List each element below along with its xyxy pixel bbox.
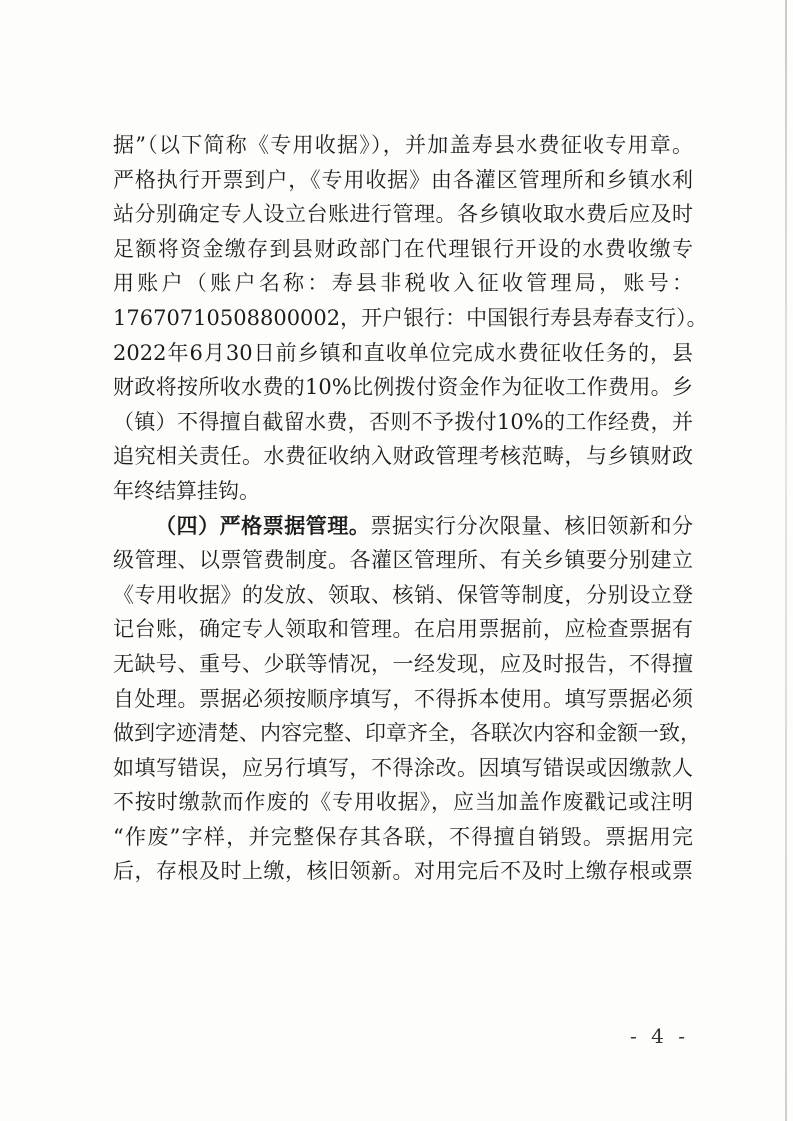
paragraph-line: 足额将资金缴存到县财政部门在代理银行开设的水费收缴专 (113, 236, 693, 261)
paragraph-line: 不按时缴款而作废的《专用收据》，应当加盖作废戳记或注明 (113, 790, 693, 815)
body-text (113, 128, 708, 889)
paragraph-line: 据”（以下简称《专用收据》），并加盖寿县水费征收专用章。 (113, 133, 693, 157)
paragraph-line: 做到字迹清楚、内容完整、印章齐全，各联次内容和金额一致， (113, 721, 701, 746)
paragraph-line: 记台账，确定专人领取和管理。在启用票据前，应检查票据有 (113, 617, 693, 642)
section-heading: （四）严格票据管理。 (155, 512, 371, 538)
paragraph-line: （镇）不得擅自截留水费，否则不予拨付10%的工作经费，并 (113, 409, 693, 434)
paragraph-line: 自处理。票据必须按顺序填写，不得拆本使用。填写票据必须 (113, 686, 693, 711)
paragraph-line: 《专用收据》的发放、领取、核销、保管等制度，分别设立登 (113, 582, 693, 607)
paragraph-line: “作废”字样，并完整保存其各联，不得擅自销毁。票据用完 (113, 824, 693, 849)
paragraph-line: 财政将按所收水费的10%比例拨付资金作为征收工作费用。乡 (113, 375, 693, 400)
paragraph-line: 后，存根及时上缴，核旧领新。对用完后不及时上缴存根或票 (113, 859, 693, 884)
paragraph-line: 严格执行开票到户，《专用收据》由各灌区管理所和乡镇水利 (113, 167, 693, 192)
paragraph-line: 级管理、以票管费制度。各灌区管理所、有关乡镇要分别建立 (113, 548, 693, 573)
section-heading-rest: 票据实行分次限量、核旧领新和分 (370, 513, 694, 538)
paragraph-line: 追究相关责任。水费征收纳入财政管理考核范畴，与乡镇财政 (113, 444, 693, 469)
paragraph-line: 17670710508800002，开户银行：中国银行寿县寿春支行）。 (113, 305, 708, 330)
paragraph-line: 如填写错误，应另行填写，不得涂改。因填写错误或因缴款人 (113, 755, 693, 780)
paragraph-line: 站分别确定专人设立台账进行管理。各乡镇收取水费后应及时 (113, 202, 693, 227)
paragraph-line: 年终结算挂钩。 (113, 478, 260, 503)
section-heading-line (113, 509, 693, 544)
scan-edge-line (785, 0, 787, 1121)
paragraph-line: 无缺号、重号、少联等情况，一经发现，应及时报告，不得擅 (113, 651, 693, 676)
paragraph-line: 用账户（账户名称：寿县非税收入征收管理局，账号： (113, 271, 693, 296)
page-number: - 4 - (630, 1024, 689, 1048)
paragraph-line: 2022年6月30日前乡镇和直收单位完成水费征收任务的，县 (113, 340, 693, 365)
